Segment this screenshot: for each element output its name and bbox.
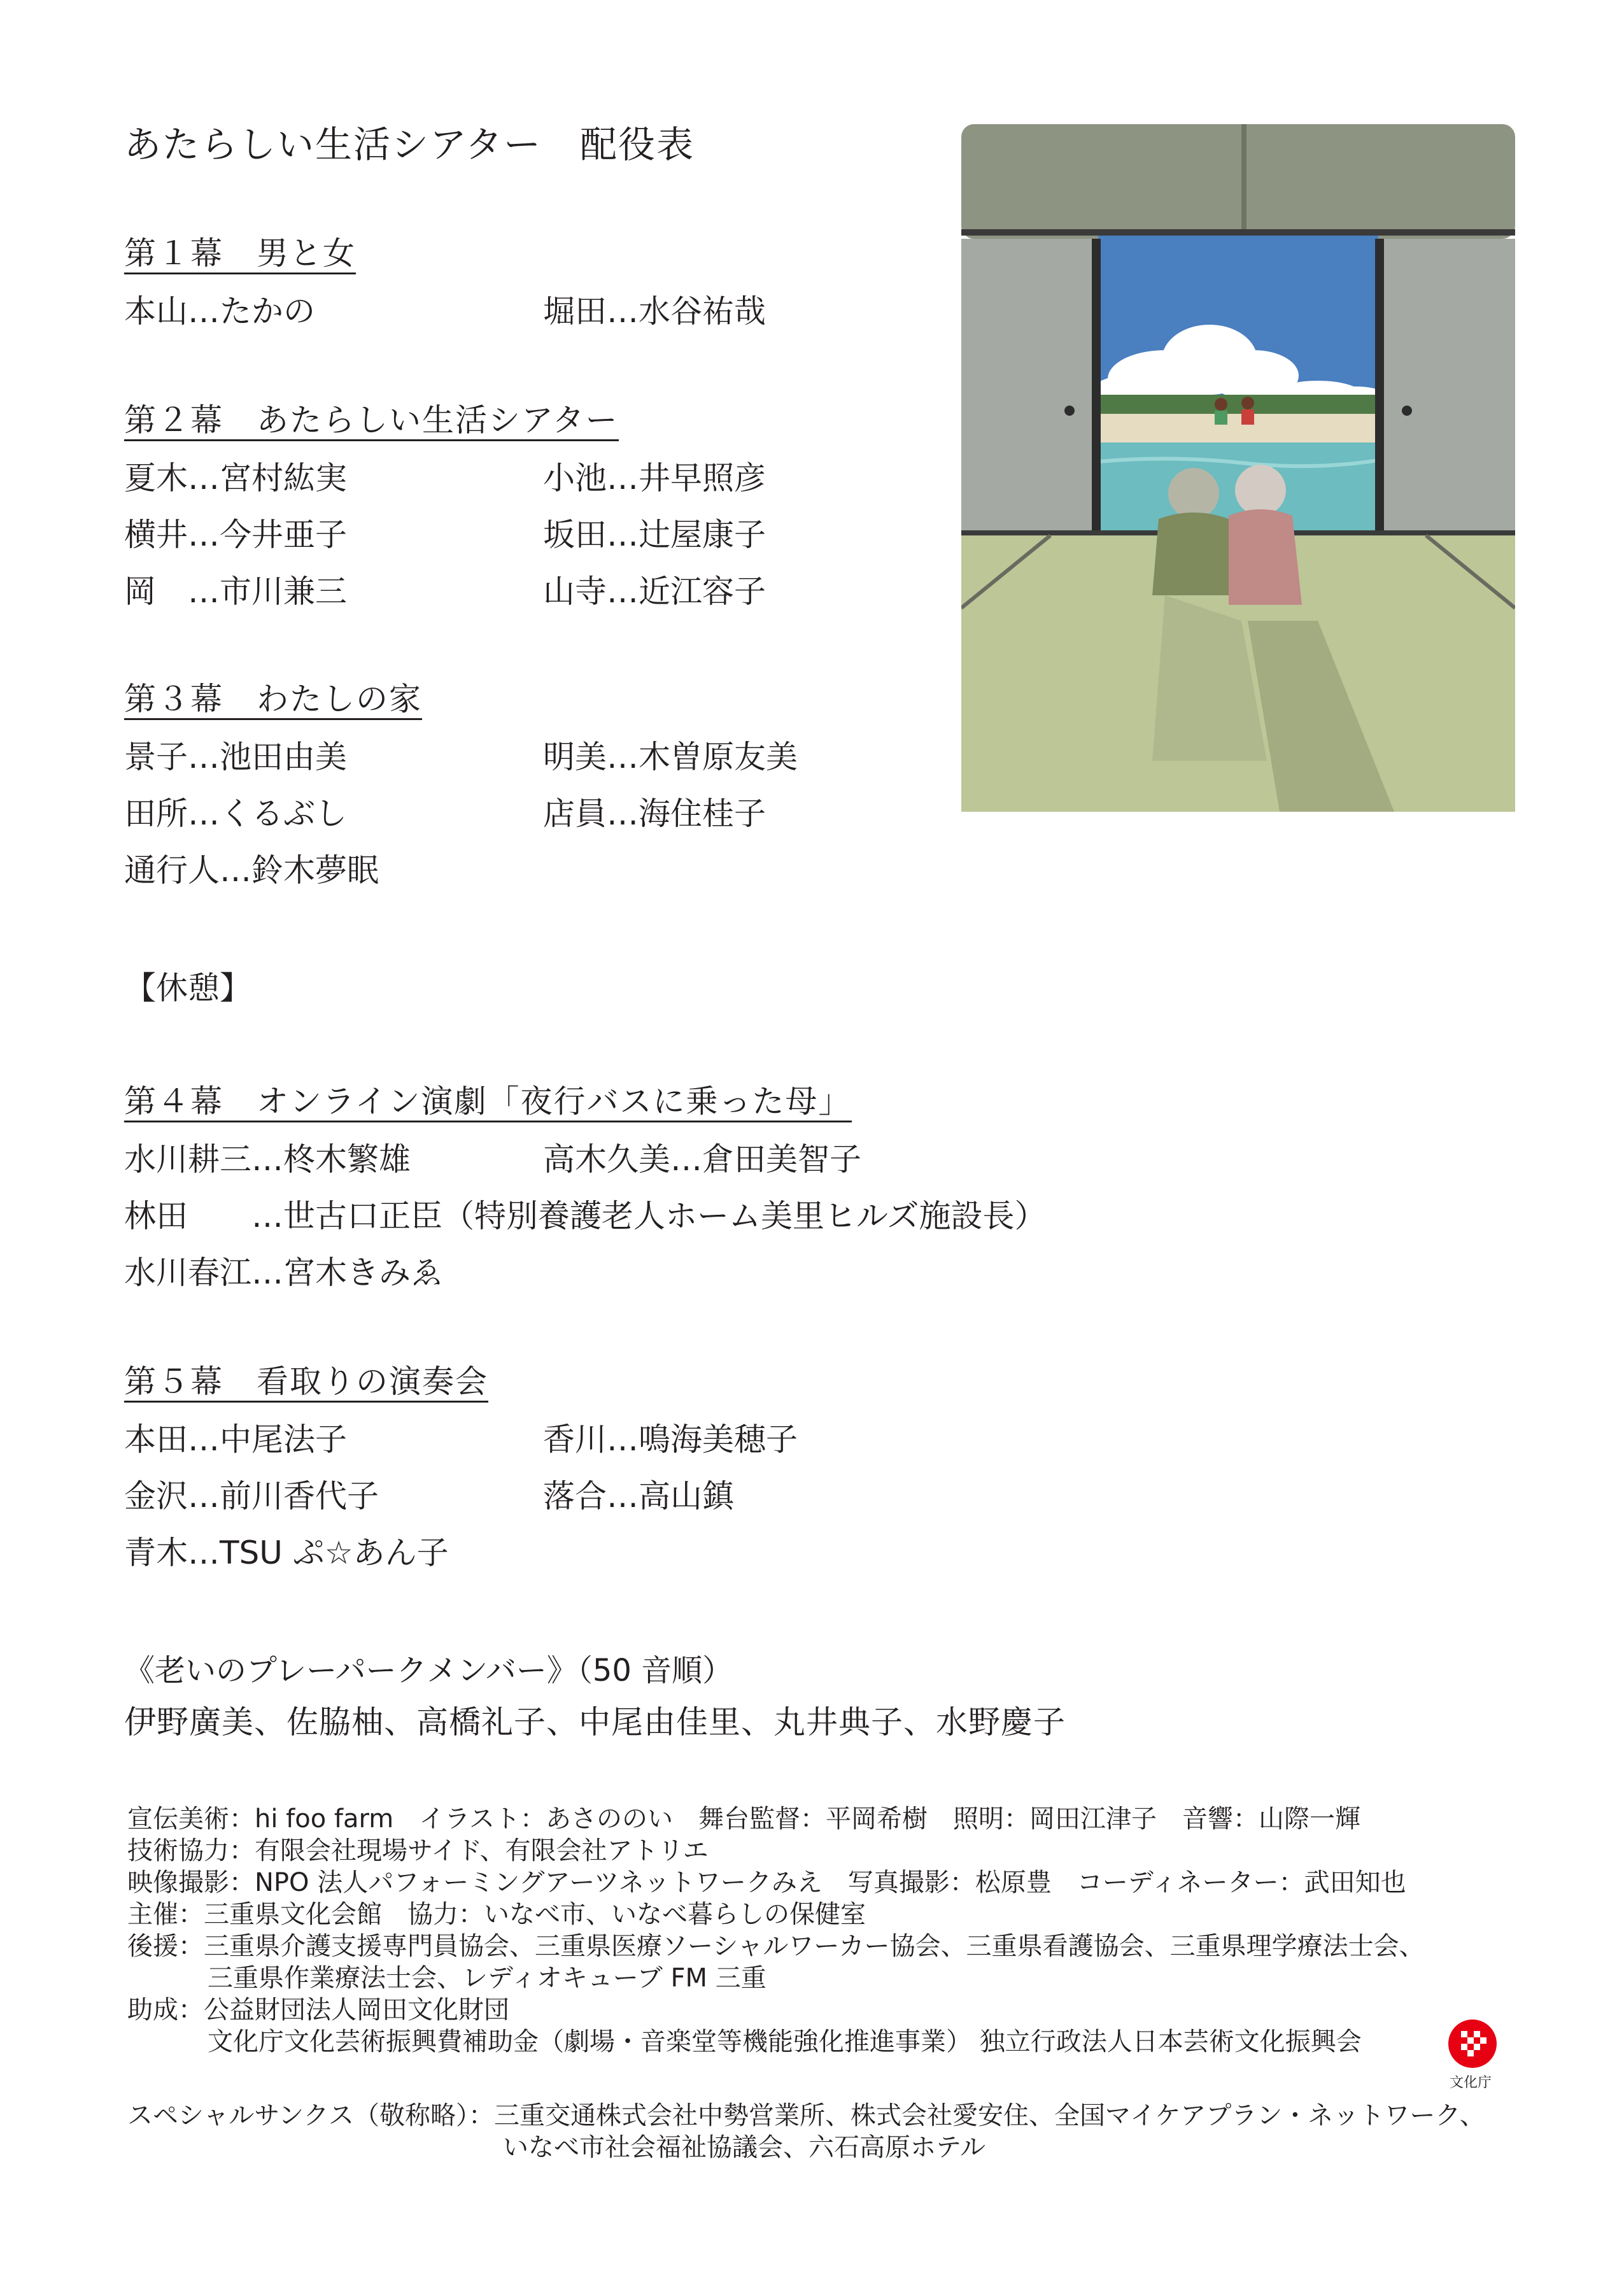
door-frame [1092,239,1101,532]
page-title: あたらしい生活シアター 配役表 [124,123,695,166]
cast-row [124,1534,1079,1590]
right-sliding-door [1378,239,1515,532]
child-figure [1241,397,1254,409]
members-heading: 《老いのプレーパークメンバー》（50 音順） [124,1653,733,1688]
act-title: 第１幕 男と女 [124,234,356,274]
credit-line: 宣伝美術：hi foo farm イラスト：あさののい 舞台監督：平岡希樹 照明：岡田江津子 音響：山際一輝 [127,1804,1361,1834]
thanks-line: いなべ市社会福祉協議会、六石高原ホテル [503,2133,985,2162]
cast-row [124,459,1079,516]
cast-entry: 堀田…水谷祐哉 [543,293,766,330]
cast-row [124,1420,1079,1477]
cast-row [124,572,1079,629]
cast-entry: 香川…鳴海美穂子 [543,1421,798,1458]
act-1 [124,234,1079,349]
cast-row [124,1254,1079,1310]
act-title: 第４幕 オンライン演劇「夜行バスに乗った母」 [124,1082,852,1122]
cast-entry: 落合…高山鎮 [543,1478,734,1515]
logo-text: 文化庁 [1449,2075,1492,2091]
child-figure [1215,411,1227,425]
door-handle [1402,406,1412,416]
elder-figure [1229,509,1302,605]
credit-line: 文化庁文化芸術振興費補助金（劇場・音楽堂等機能強化推進事業） 独立行政法人日本芸術文化振興会 [208,2027,1362,2056]
treeline [1098,395,1378,414]
cast-row [124,292,1079,349]
cast-entry: 夏木…宮村紘実 [124,460,347,497]
cast-entry: 青木…TSU ぷ☆あん子 [124,1534,449,1571]
cast-entry: 坂田…辻屋康子 [543,516,766,553]
act-4 [124,1082,1079,1310]
child-figure [1241,409,1254,425]
cast-row [124,1197,1079,1254]
cast-entry: 田所…くるぶし [124,795,347,832]
members-list: 伊野廣美、佐脇柚、高橋礼子、中尾由佳里、丸井典子、水野慶子 [124,1704,1066,1741]
credit-line: 助成：公益財団法人岡田文化財団 [127,1995,509,2025]
cast-entry: 水川春江…宮木きみゑ [124,1254,442,1291]
credit-line: 技術協力：有限会社現場サイド、有限会社アトリエ [127,1836,709,1865]
credits [127,1803,1528,2058]
act-2 [124,401,1079,629]
cast-row [124,516,1079,572]
act-title: 第５幕 看取りの演奏会 [124,1362,488,1403]
agency-logo [1436,2018,1506,2091]
elder-figure [1152,513,1241,595]
cast-entry: 水川耕三…柊木繁雄 [124,1141,411,1178]
cast-entry: 店員…海住桂子 [543,795,766,832]
left-sliding-door [961,239,1098,532]
cast-row [124,795,1079,851]
cast-row [124,851,1079,908]
thanks-line: スペシャルサンクス（敬称略）：三重交通株式会社中勢営業所、株式会社愛安住、全国マイケアプラン・ネットワーク、 [127,2101,1485,2130]
intermission-label: 【休憩】 [124,970,251,1007]
cast-entry: 小池…井早照彦 [543,460,766,497]
cast-row [124,1140,1079,1197]
cast-entry: 林田 …世古口正臣（特別養護老人ホーム美里ヒルズ施設長） [124,1198,1047,1235]
door-frame [1375,239,1384,532]
credit-line: 三重県作業療法士会、レディオキューブ FM 三重 [208,1963,766,1993]
cast-row [124,738,1079,795]
credit-line: 映像撮影：NPO 法人パフォーミングアーツネットワークみえ 写真撮影：松原豊 コーディネーター：武田知也 [127,1868,1406,1897]
act-3 [124,680,1079,908]
lintel [961,229,1515,236]
special-thanks [127,2100,1485,2163]
act-5 [124,1362,1079,1590]
cast-entry: 山寺…近江容子 [543,573,766,610]
beach [1098,414,1378,442]
act-title: 第２幕 あたらしい生活シアター [124,401,619,441]
door-handle [1064,406,1075,416]
child-figure [1215,398,1227,411]
cast-entry: 金沢…前川香代子 [124,1478,379,1515]
cast-entry: 横井…今井亜子 [124,516,347,553]
cast-entry: 岡 …市川兼三 [124,573,347,610]
upper-wall [961,124,1515,239]
credit-line: 後援：三重県介護支援専門員協会、三重県医療ソーシャルワーカー協会、三重県看護協会、三重県理学療法士会、 [127,1932,1425,1961]
cast-entry: 本田…中尾法子 [124,1421,347,1458]
act-title: 第３幕 わたしの家 [124,680,422,720]
elder-figure [1168,468,1219,519]
cast-entry: 本山…たかの [124,293,315,330]
tatami-room-illustration [961,124,1515,812]
elder-figure [1235,465,1286,516]
cast-entry: 通行人…鈴木夢眠 [124,852,379,889]
cast-row [124,1477,1079,1534]
cast-entry: 高木久美…倉田美智子 [543,1141,861,1178]
cast-entry: 明美…木曽原友美 [543,739,798,775]
ceiling-post [1241,124,1246,239]
cast-entry: 景子…池田由美 [124,739,347,775]
credit-line: 主催：三重県文化会館 協力：いなべ市、いなべ暮らしの保健室 [127,1900,866,1929]
